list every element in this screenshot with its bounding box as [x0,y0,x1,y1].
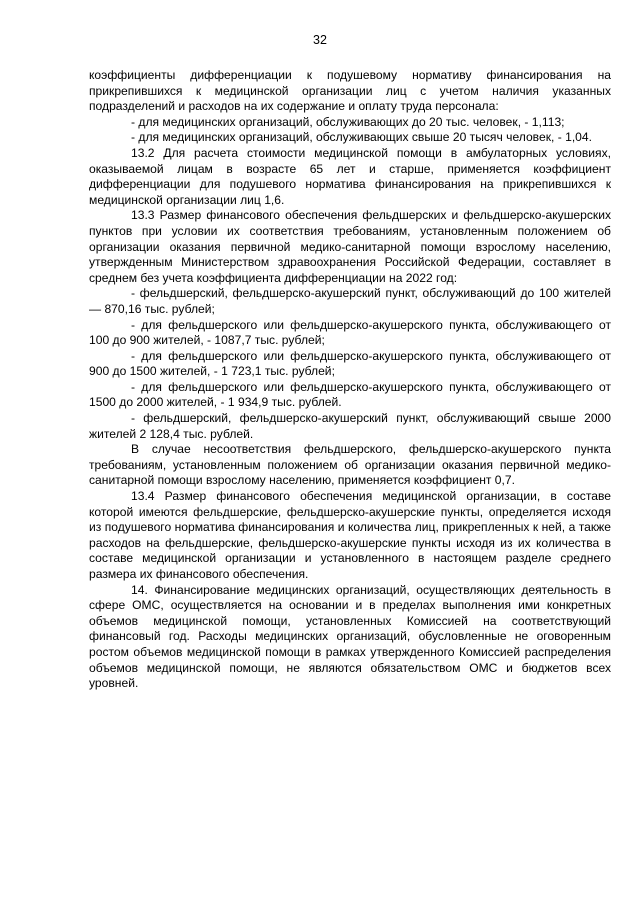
paragraph-coefficients-intro: коэффициенты дифференциации к подушевому нормативу финансирования на прикрепившихся к медицинской организации лиц с учетом наличия указанных подразделений и расходов на их содержание и оплату труда персонала: [89,68,611,114]
list-item-1500-2000: - для фельдшерского или фельдшерско-акушерского пункта, обслуживающего от 1500 до 2000 жителей, - 1 934,9 тыс. рублей. [89,379,611,410]
paragraph-13-4: 13.4 Размер финансового обеспечения медицинской организации, в составе которой имеются фельдшерские, фельдшерско-акушерские пункты, определяется исходя из подушевого норматива финансирования и количества лиц, прикрепленных к ней, а также расходов на фельдшерские, фельдшерско-акушерские пункты исходя из их количества в составе медицинской организации и установленного в настоящем разделе среднего размера их финансового обеспечения. [89,489,611,581]
list-item-100-900: - для фельдшерского или фельдшерско-акушерского пункта, обслуживающего от 100 до 900 жителей, - 1087,7 тыс. рублей; [89,317,611,348]
page-number: 32 [313,33,327,47]
document-body [89,68,611,692]
list-item-900-1500: - для фельдшерского или фельдшерско-акушерского пункта, обслуживающего от 900 до 1500 жителей, - 1 723,1 тыс. рублей; [89,348,611,379]
list-item-over-2000: - фельдшерский, фельдшерско-акушерский пункт, обслуживающий свыше 2000 жителей 2 128,4 тыс. рублей. [89,411,611,441]
paragraph-noncompliance: В случае несоответствия фельдшерского, фельдшерско-акушерского пункта требованиям, установленным положением об организации оказания первичной медико-санитарной помощи взрослому населению, применяется коэффициент 0,7. [89,442,611,488]
paragraph-13-3: 13.3 Размер финансового обеспечения фельдшерских и фельдшерско-акушерских пунктов при условии их соответствия требованиям, установленным положением об организации оказания первичной медико-санитарной помощи взрослому населению, утвержденным Министерством здравоохранения Российской Федерации, составляет в среднем без учета коэффициента дифференциации на 2022 год: [89,208,611,285]
paragraph-14: 14. Финансирование медицинских организаций, осуществляющих деятельность в сфере ОМС, осуществляется на основании и в пределах выполнения ими конкретных объемов медицинской помощи, установленных Комиссией на соответствующий финансовый год. Расходы медицинских организаций, обусловленные не оговоренным ростом объемов медицинской помощи в рамках утвержденного Комиссией распределения объемов медицинской помощи, не являются обязательством ОМС и бюджетов всех уровней. [89,582,611,691]
paragraph-13-2: 13.2 Для расчета стоимости медицинской помощи в амбулаторных условиях, оказываемой лицам в возрасте 65 лет и старше, применяется коэффициент дифференциации для подушевого норматива финансирования на прикрепившихся к медицинской организации лиц 1,6. [89,145,611,207]
list-item-up-to-20k: - для медицинских организаций, обслуживающих до 20 тыс. человек, - 1,113; [131,114,565,129]
list-item-over-20k: - для медицинских организаций, обслуживающих свыше 20 тысяч человек, - 1,04. [131,130,592,145]
list-item-up-to-100: - фельдшерский, фельдшерско-акушерский пункт, обслуживающий до 100 жителей — 870,16 тыс. рублей; [89,286,611,316]
